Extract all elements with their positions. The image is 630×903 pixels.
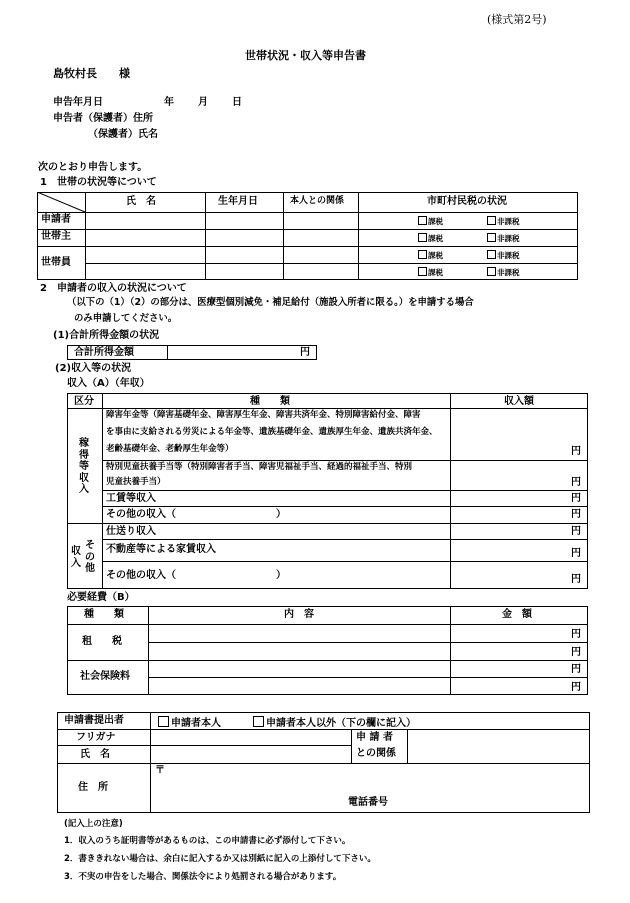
pension-yen: 円 [571,446,581,457]
note-1: 1．収入のうち証明書等があるものは、この申請書に必ず添付して下さい。 [64,836,351,846]
remittance-income: 仕送り収入 [106,526,156,537]
date-month: 月 [198,97,208,108]
col-birth: 生年月日 [218,196,258,207]
income-table [67,393,588,589]
income-col-type: 種 類 [250,396,290,407]
col-tax: 市町村民税の状況 [427,196,507,207]
checkbox-icon [158,716,169,727]
intro-text: 次のとおり申告します。 [38,162,148,173]
untaxed-checkbox[interactable]: 非課税 [487,250,520,260]
checkbox-icon [487,250,496,259]
date-label: 申告年月日 [53,97,103,108]
row-head: 世帯主 [41,231,71,242]
note-3: 3．不実の申告をした場合、関係法令により処罰される場合があります。 [64,872,342,882]
pension-line-1: 障害年金等（障害基礎年金、障害厚生年金、障害共済年金、特別障害給付金、障害 [106,410,421,420]
relation-label-1: 申 請 者 [356,732,393,743]
form-number: (様式第2号) [487,13,547,26]
other-income-label-a: その他 [85,540,95,574]
income-col-category: 区分 [74,396,94,407]
section2-title: 2 申請者の収入の状況について [40,283,187,294]
checkbox-icon [418,267,427,276]
checkbox-icon [418,216,427,225]
submitter-other-option[interactable]: 申請者本人以外（下の欄に記入） [253,716,416,729]
rent-income: 不動産等による家賃収入 [106,544,216,555]
income-col-amount: 収入額 [504,396,534,407]
submitter-self-option[interactable]: 申請者本人 [158,716,221,729]
total-income-label: 合計所得金額 [74,347,134,358]
taxed-checkbox[interactable]: 課税 [418,216,443,226]
exp-tax: 租 税 [82,636,122,647]
exp-yen-1: 円 [571,629,581,640]
sub1-title: (1)合計所得金額の状況 [53,330,160,341]
other-income-1-yen: 円 [571,509,581,520]
exp-yen-3: 円 [571,664,581,675]
rent-yen: 円 [571,548,581,559]
addressee: 島牧村長 様 [53,67,130,80]
section2-note-2: のみ申請してください。 [74,313,178,324]
checkbox-icon [418,233,427,242]
exp-insurance: 社会保険料 [80,671,130,682]
furigana-label: フリガナ [76,732,116,743]
col-relation: 本人との関係 [290,196,345,206]
section1-title: 1 世帯の状況等について [40,177,157,188]
col-name: 氏 名 [126,196,156,207]
exp-col-amount: 金 額 [502,609,532,620]
applicant-address-label: 申告者（保護者）住所 [53,113,153,124]
child-line-2: 児童扶養手当） [106,477,166,487]
notes-title: (記入上の注意) [64,819,123,829]
untaxed-checkbox[interactable]: 非課税 [487,233,520,243]
exp-yen-2: 円 [571,647,581,658]
row-applicant: 申請者 [41,214,71,225]
checkbox-icon [487,216,496,225]
wage-income: 工賃等収入 [106,493,156,504]
submitter-name-label: 氏 名 [80,749,110,760]
taxed-checkbox[interactable]: 課税 [418,233,443,243]
applicant-name-label: （保護者）氏名 [88,129,158,140]
pension-line-3: 老齢基礎年金、老齢厚生年金等） [106,444,234,454]
child-yen: 円 [571,477,581,488]
other-income-2-yen: 円 [571,574,581,585]
note-2: 2．書ききれない場合は、余白に記入するか又は別紙に記入の上添付して下さい。 [64,854,376,864]
other-income-1: その他の収入（ ） [106,509,286,520]
earned-income-label: 稼得等収入 [79,438,89,495]
page-title: 世帯状況・収入等申告書 [245,49,366,62]
taxed-checkbox[interactable]: 課税 [418,267,443,277]
other-income-2: その他の収入（ ） [106,570,286,581]
checkbox-icon [253,716,264,727]
exp-col-content: 内 容 [284,609,314,620]
total-income-unit: 円 [300,347,310,358]
checkbox-icon [418,250,427,259]
taxed-checkbox[interactable]: 課税 [418,250,443,260]
sub2-title: (2)収入等の状況 [55,363,132,374]
row-members: 世帯員 [41,257,71,268]
checkbox-icon [487,267,496,276]
checkbox-icon [487,233,496,242]
wage-yen: 円 [571,493,581,504]
remittance-yen: 円 [571,526,581,537]
header-diagonal [37,192,86,213]
expenses-title: 必要経費（B） [67,592,135,603]
exp-col-type: 種 類 [84,609,124,620]
income-title: 収入（A）（年収） [67,378,150,389]
date-day: 日 [232,97,242,108]
pension-line-2: を事由に支給される労災による年金等、遺族基礎年金、遺族厚生年金、遺族共済年金、 [106,427,438,437]
submitter-label: 申請書提出者 [64,715,124,726]
exp-yen-4: 円 [571,682,581,693]
untaxed-checkbox[interactable]: 非課税 [487,267,520,277]
untaxed-checkbox[interactable]: 非課税 [487,216,520,226]
postal-mark: 〒 [155,765,165,776]
relation-label-2: との関係 [356,748,396,759]
child-line-1: 特別児童扶養手当等（特別障害者手当、障害児福祉手当、経過的福祉手当、特別 [106,462,413,472]
date-year: 年 [164,97,174,108]
other-income-label-b: 収入 [71,546,81,569]
phone-label: 電話番号 [348,797,388,808]
submitter-address-label: 住 所 [78,782,108,793]
section2-note-1: （以下の（1）（2）の部分は、医療型個別減免・補足給付（施設入所者に限る。）を申請する場合 [67,297,474,308]
